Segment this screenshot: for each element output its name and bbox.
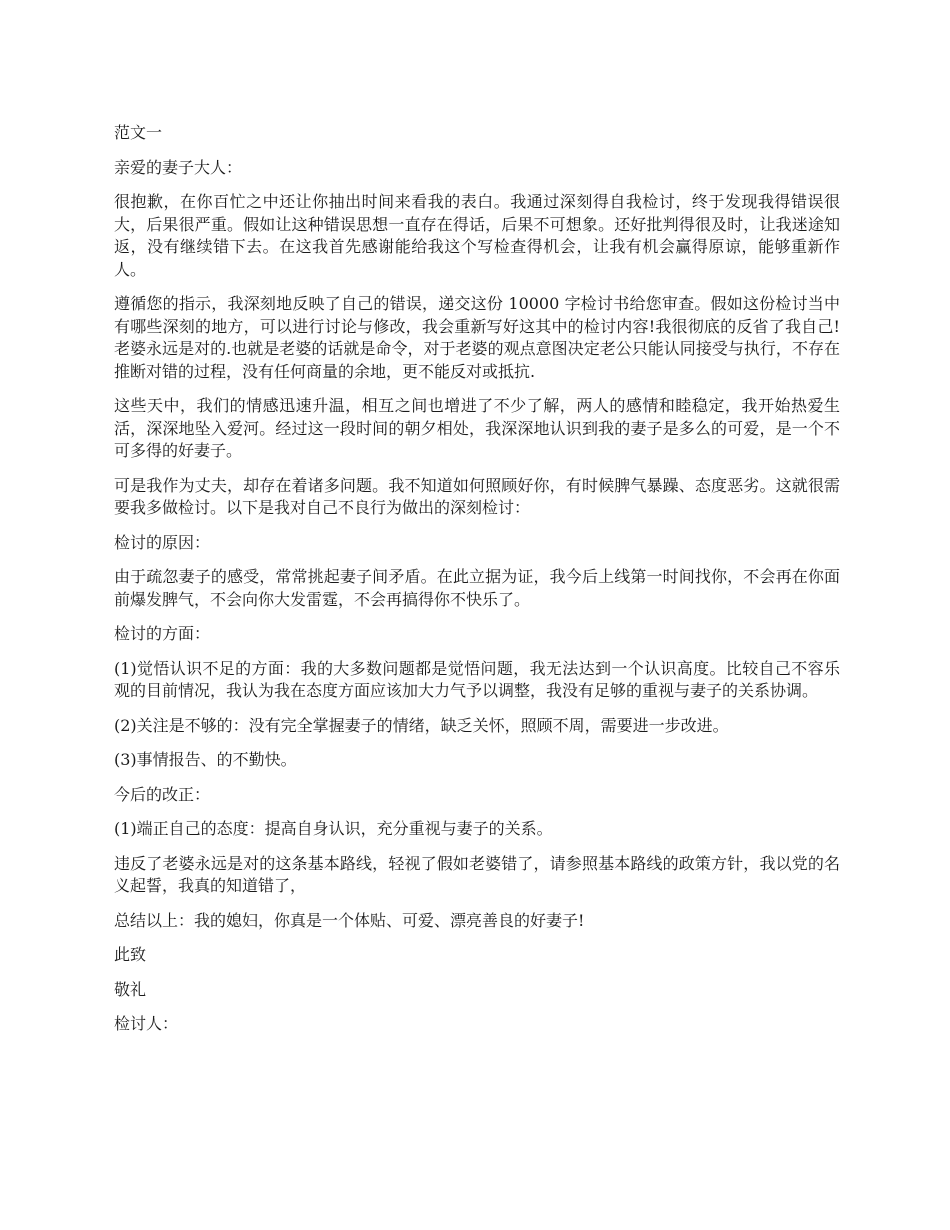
signature-label: 检讨人： <box>114 1014 179 1033</box>
closing-line-1: 此致 <box>114 945 147 964</box>
section-heading-reasons: 检讨的原因： <box>114 532 211 552</box>
body-paragraph-vow: 违反了老婆永远是对的这条基本路线，轻视了假如老婆错了，请参照基本路线的政策方针，我以党的名义起誓，我真的知道错了， <box>114 853 840 895</box>
body-paragraph-reflection: 遵循您的指示，我深刻地反映了自己的错误，递交这份 10000 字检讨书给您审查。假如这份检讨当中有哪些深刻的地方，可以进行讨论与修改，我会重新写好这其中的检讨内容!我很彻底的反省了我自己!老婆永远是对的.也就是老婆的话就是命令，对于老婆的观点意图决定老公只能认同接受与执行，不存在推断对错的过程，没有任何商量的余地，更不能反对或抵抗. <box>114 294 840 381</box>
body-paragraph-relationship: 这些天中，我们的情感迅速升温，相互之间也增进了不少了解，两人的感情和睦稳定，我开始热爱生活，深深地坠入爱河。经过这一段时间的朝夕相处，我深深地认识到我的妻子是多么的可爱，是一个不可多得的好妻子。 <box>114 396 840 460</box>
body-paragraph-reasons: 由于疏忽妻子的感受，常常挑起妻子间矛盾。在此立据为证，我今后上线第一时间找你，不会再在你面前爆发脾气，不会向你大发雷霆，不会再搞得你不快乐了。 <box>114 567 840 609</box>
list-item-aspect-2: (2)关注是不够的：没有完全掌握妻子的情绪，缺乏关怀，照顾不周，需要进一步改进。 <box>114 715 729 735</box>
body-paragraph-apology: 很抱歉，在你百忙之中还让你抽出时间来看我的表白。我通过深刻得自我检讨，终于发现我得错误很大，后果很严重。假如让这种错误思想一直存在得话，后果不可想象。还好批判得很及时，让我迷途知返，没有继续错下去。在这我首先感谢能给我这个写检查得机会，让我有机会赢得原谅，能够重新作人。 <box>114 192 840 279</box>
salutation: 亲爱的妻子大人： <box>114 157 243 177</box>
closing-line-2: 敬礼 <box>114 979 147 999</box>
body-paragraph-summary: 总结以上：我的媳妇，你真是一个体贴、可爱、漂亮善良的好妻子! <box>114 910 585 930</box>
document-body <box>114 122 840 1048</box>
section-heading-corrections: 今后的改正： <box>114 784 211 804</box>
list-item-aspect-3: (3)事情报告、的不勤快。 <box>114 750 297 769</box>
body-paragraph-problems: 可是我作为丈夫，却存在着诸多问题。我不知道如何照顾好你，有时候脾气暴躁、态度恶劣。这就很需要我多做检讨。以下是我对自己不良行为做出的深刻检讨： <box>114 475 840 517</box>
section-heading-aspects: 检讨的方面： <box>114 624 211 643</box>
list-item-aspect-1: (1)觉悟认识不足的方面：我的大多数问题都是觉悟问题，我无法达到一个认识高度。比较自己不容乐观的目前情况，我认为我在态度方面应该加大力气予以调整，我没有足够的重视与妻子的关系协调。 <box>114 658 840 700</box>
list-item-correction-1: (1)端正自己的态度：提高自身认识，充分重视与妻子的关系。 <box>114 819 553 838</box>
document-heading: 范文一 <box>114 123 163 142</box>
